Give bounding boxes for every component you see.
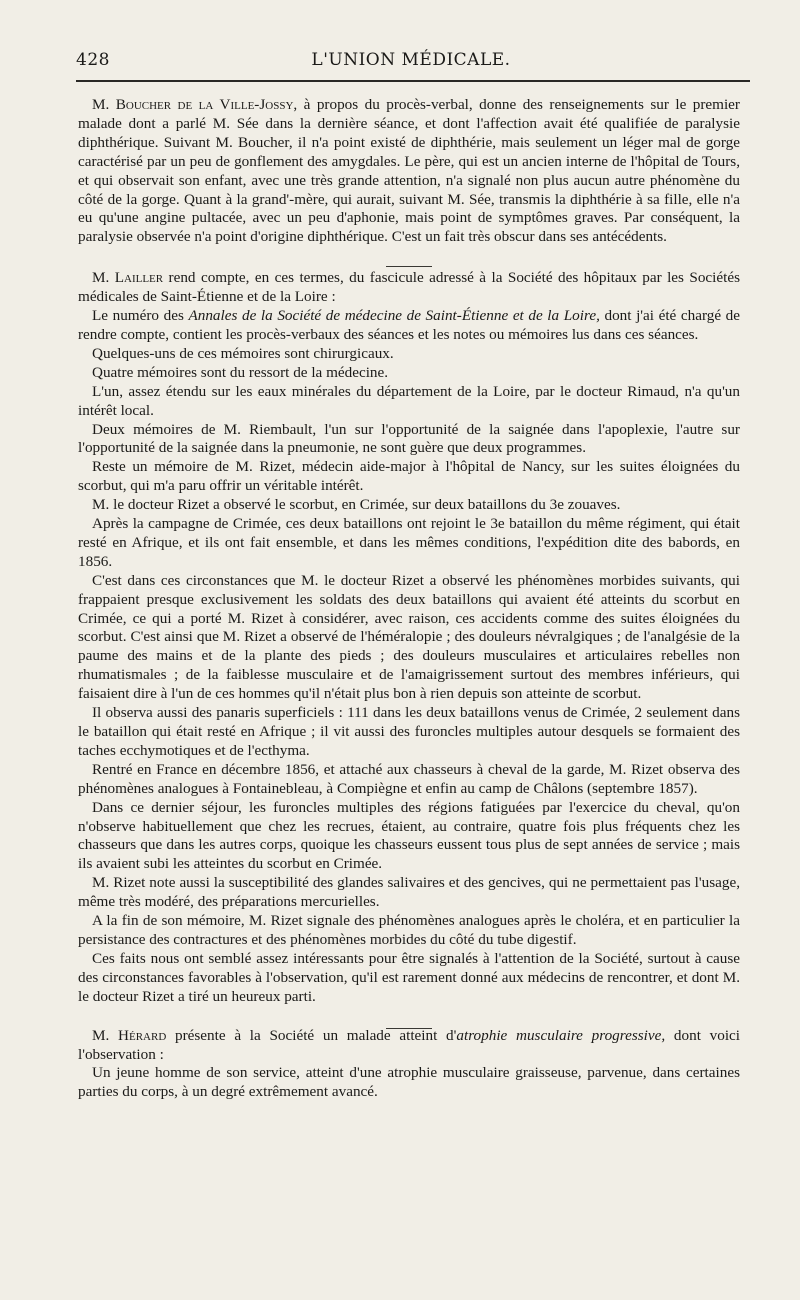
paragraph: Quelques-uns de ces mémoires sont chirurgicaux. [92,344,394,362]
paragraph: Deux mémoires de M. Riembault, l'un sur l'opportunité de la saignée dans l'apoplexie, l'autre sur l'opportunité de la saignée dans la pneumonie, ne sont guère que deux programmes. [78,420,740,457]
paragraph-text: rend compte, en ces termes, du fascicule adressé à la Société des hôpitaux par les Sociétés médicales de Saint-Étienne et de la Loire : [78,269,740,306]
paragraph: C'est dans ces circonstances que M. le docteur Rizet a observé les phénomènes morbides suivants, qui frappaient presque exclusivement les soldats des deux bataillons qui avaient été atteints du scorbut en Crimée, ce qui a porté M. Rizet à considérer, avec raison, ces accidents comme des suites éloignées du scorbut. C'est ainsi que M. Rizet a observé de l'héméralopie ; des douleurs névralgiques ; de l'analgésie de la paume des mains et de la plante des pieds ; des douleurs musculaires et articulaires rebelles non rhumatismales ; de la faiblesse musculaire et de l'amaigrissement surtout des membres inférieurs, qui faisaient dire à l'un de ces hommes qu'il n'était plus bon à rien depuis son atteinte de scorbut. [78,571,740,703]
speaker-name: M. Boucher de la Ville-Jossy, [92,96,298,113]
disease-name: atrophie musculaire progressive, [456,1026,666,1044]
paragraph: A la fin de son mémoire, M. Rizet signale des phénomènes analogues après le choléra, et en particulier la persistance des contractures et des phénomènes morbides du côté du tube digestif. [78,912,740,948]
section-separator [78,257,740,259]
running-title: L'UNION MÉDICALE. [311,50,511,70]
paragraph [78,269,740,307]
paragraph-text: dont voici l'observation : [78,1026,740,1063]
paragraph: Un jeune homme de son service, atteint d'une atrophie musculaire graisseuse, parvenue, dans certaines parties du corps, à un degré extrêmement avancé. [78,1064,740,1101]
speaker-name: M. Lailler [92,269,164,287]
paragraph [78,96,740,247]
section-separator [78,1019,740,1021]
paragraph: M. le docteur Rizet a observé le scorbut, en Crimée, sur deux bataillons du 3e zouaves. [92,496,621,514]
paragraph: Après la campagne de Crimée, ces deux bataillons ont rejoint le 3e bataillon du même régiment, qui était resté en Afrique, et ils ont fait ensemble, et dans les mêmes conditions, l'expédition dite des babords, en 1856. [78,515,740,570]
paragraph-text: à propos du procès-verbal, donne des renseignements sur le premier malade dont a parlé M. Sée dans la dernière séance, et dont l'affection avait été qualifiée de paralysie diphthérique. Suivant M. Boucher, il n'a point existé de diphthérie, mais seulement un léger mal de gorge caractérisé par un peu de gonflement des amygdales. Le père, qui est un ancien interne de l'hôpital de Tours, et qui observait son enfant, avec une très grande attention, n'a signalé non plus aucun autre phénomène du côté de la gorge. Quant à la grand'-mère, qui aurait, suivant M. Sée, transmis la diphthérie à sa fille, elle n'a eu qu'une angine pultacée, avec un peu d'aphonie, mais point de symptômes graves. Par conséquent, la paralysie observée n'a point d'origine diphthérique. C'est un fait très obscur dans ses antécédents. [78,96,740,246]
body-text [78,96,740,1102]
journal-title: Annales de la Société de médecine de Saint-Étienne et de la Loire, [188,307,600,325]
page-header [76,50,746,76]
paragraph [78,1027,740,1065]
paragraph: Ces faits nous ont semblé assez intéressants pour être signalés à l'attention de la Société, surtout à cause des circonstances favorables à l'observation, qu'il est rarement donné aux médecins de rencontrer, et dont M. le docteur Rizet a tiré un heureux parti. [78,949,740,1005]
page-number: 428 [76,50,110,70]
speaker-name: M. Hérard [92,1026,167,1044]
paragraph: Reste un mémoire de M. Rizet, médecin aide-major à l'hôpital de Nancy, sur les suites éloignées du scorbut, qui m'a paru offrir un véritable intérêt. [78,458,740,495]
paragraph-text: présente à la Société un malade atteint d' [166,1026,457,1044]
paragraph-text: dont j'ai été chargé de rendre compte, contient les procès-verbaux des séances et les notes ou mémoires lus dans ces séances. [78,307,741,343]
paragraph: M. Rizet note aussi la susceptibilité des glandes salivaires et des gencives, qui ne permettaient pas l'usage, même très modéré, des préparations mercurielles. [78,874,740,911]
paragraph: L'un, assez étendu sur les eaux minérales du département de la Loire, par le docteur Rimaud, n'a qu'un intérêt local. [78,382,740,419]
paragraph: Rentré en France en décembre 1856, et attaché aux chasseurs à cheval de la garde, M. Rizet observa des phénomènes analogues à Fontainebleau, à Compiègne et enfin au camp de Châlons (septembre 1857). [78,760,740,797]
paragraph-text: Le numéro des [92,307,189,325]
paragraph: Il observa aussi des panaris superficiels : 111 dans les deux bataillons venus de Crimée, 2 seulement dans le bataillon qui était resté en Afrique ; il vit aussi des furoncles multiples autour desquels se formaient des taches ecchymotiques et de l'ecthyma. [78,704,740,759]
paragraph: Dans ce dernier séjour, les furoncles multiples des régions fatiguées par l'exercice du cheval, qu'on n'observe habituellement que chez les recrues, étaient, au contraire, quatre fois plus fréquents chez les chasseurs que dans les autres corps, quoique les chasseurs eussent tous plus de sept années de service ; mais ils avaient subi les atteintes du scorbut en Crimée. [78,798,740,873]
paragraph: Quatre mémoires sont du ressort de la médecine. [92,363,389,381]
header-rule [76,80,750,82]
paragraph [78,307,740,345]
